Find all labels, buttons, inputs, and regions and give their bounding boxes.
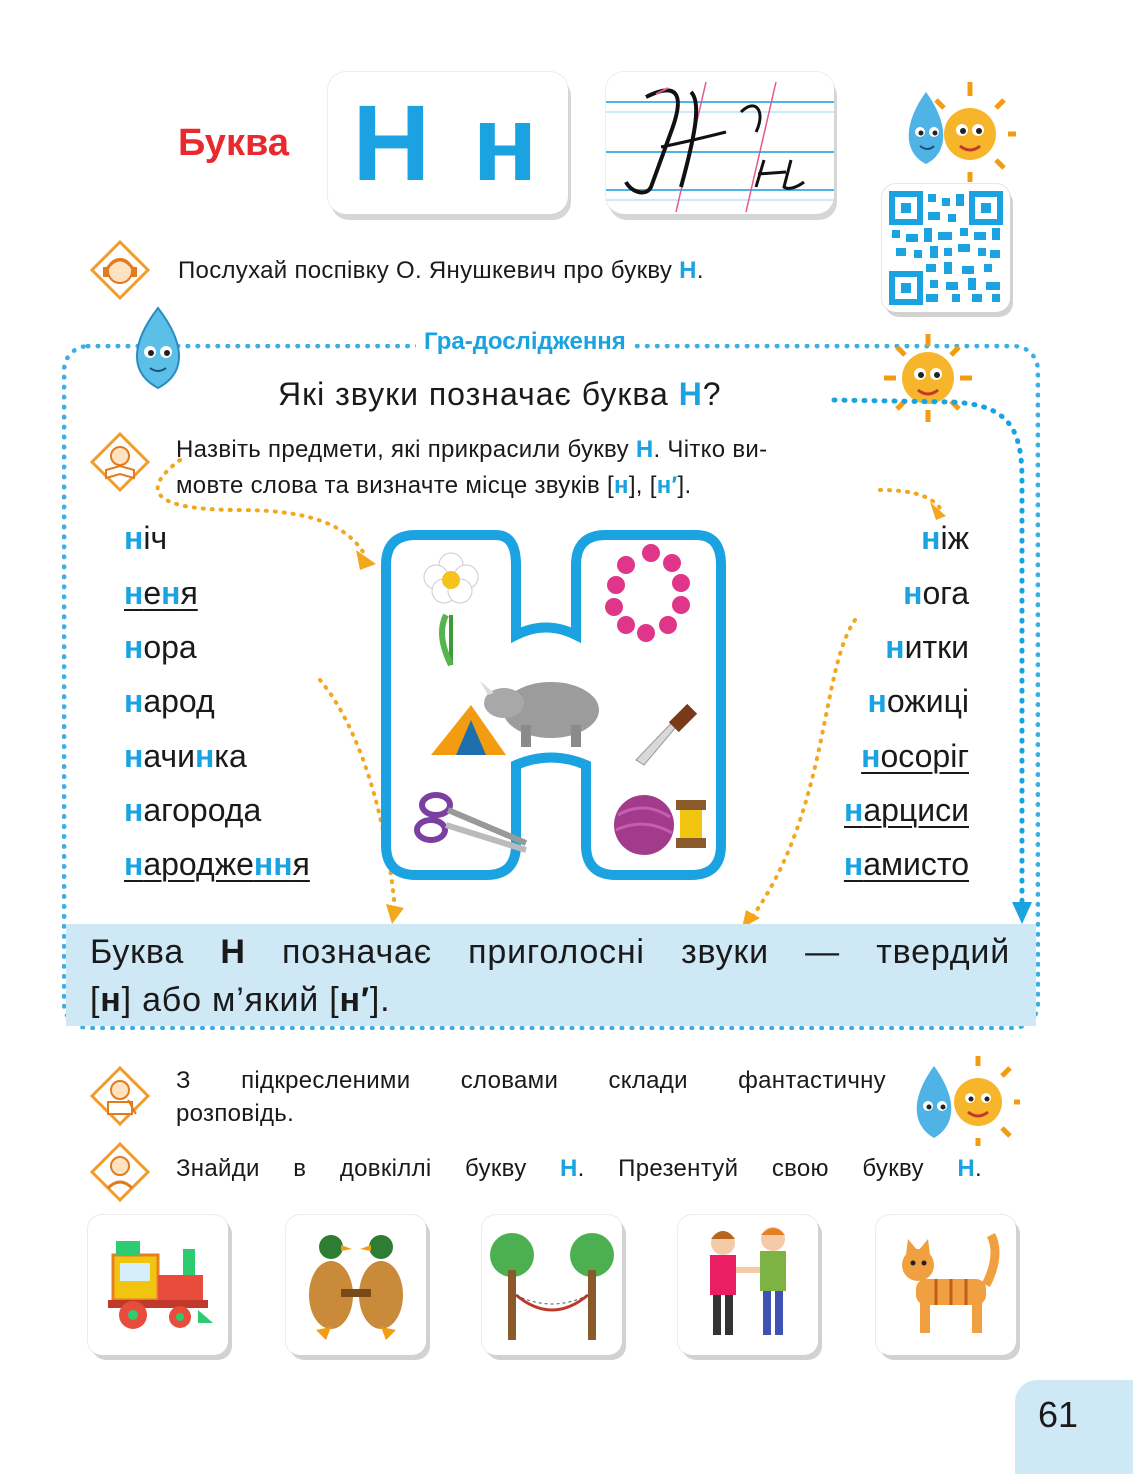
task-text-c: мовте слова та визначте місце звуків [ <box>176 472 615 499</box>
handwriting-lines-illustration <box>606 72 834 214</box>
rule-line-2 <box>90 976 1010 1024</box>
highlighted-letter: н <box>124 738 144 774</box>
word-text <box>844 846 969 882</box>
print-letter-card <box>328 72 568 214</box>
rule-b: позначає приголосні звуки — твердий <box>245 933 1011 971</box>
listen-instruction <box>178 254 704 287</box>
word-text <box>124 629 197 665</box>
word-right-4 <box>868 681 969 721</box>
listen-text: Послухай поспівку О. Янушкевич про букву <box>178 257 680 284</box>
word-left-1 <box>124 518 167 558</box>
highlighted-letter: н <box>843 846 864 882</box>
qr-code[interactable] <box>882 184 1010 312</box>
word-part: ародже <box>143 846 254 882</box>
lesson-title: Буква <box>178 122 289 164</box>
highlighted-letter: н <box>161 575 181 611</box>
word-left-7 <box>124 844 310 884</box>
question-text: Які звуки позначає буква <box>278 376 679 412</box>
story-instruction <box>176 1064 886 1130</box>
find-text-b: . Презентуй свою букву <box>577 1155 958 1182</box>
listen-icon <box>90 240 150 300</box>
highlighted-letter: н <box>124 575 144 611</box>
highlighted-letter: н <box>124 846 144 882</box>
word-text <box>124 792 261 828</box>
cat-picture <box>876 1215 1016 1355</box>
word-part: ка <box>214 738 247 774</box>
word-part: іч <box>143 520 168 556</box>
page-number: 61 <box>1038 1394 1079 1435</box>
cat-icon <box>876 1215 1016 1355</box>
word-text <box>124 738 247 774</box>
present-icon <box>90 1142 150 1202</box>
word-part: итки <box>904 629 969 665</box>
listen-end: . <box>696 257 704 284</box>
word-left-4 <box>124 681 215 721</box>
task-text-b: . Чітко ви- <box>653 436 768 463</box>
word-part: е <box>143 575 162 611</box>
ducks-icon <box>286 1215 426 1355</box>
story-line-1: З підкресленими словами склади фантастичну <box>176 1067 886 1094</box>
task-sound-soft: н′ <box>656 472 678 499</box>
rule-soft: н′ <box>339 981 370 1019</box>
rule-letter: Н <box>220 933 246 971</box>
word-left-6 <box>124 790 261 830</box>
word-right-2 <box>903 573 969 613</box>
drop-mascot <box>118 302 198 392</box>
word-part: іж <box>940 520 969 556</box>
word-right-7 <box>844 844 969 884</box>
highlighted-letter: н <box>844 792 864 828</box>
task-text-d: ], [ <box>628 472 657 499</box>
children-handshake-icon <box>678 1215 818 1355</box>
word-right-3 <box>885 627 969 667</box>
word-right-6 <box>844 790 969 830</box>
hammock-trees-picture <box>482 1215 622 1355</box>
highlighted-letter: н <box>885 629 905 665</box>
word-text <box>844 792 969 828</box>
word-part: я <box>180 575 198 611</box>
script-letter-card <box>606 72 834 214</box>
word-part: ога <box>922 575 969 611</box>
word-left-3 <box>124 627 197 667</box>
highlighted-letter: н <box>124 520 144 556</box>
word-part: я <box>292 846 310 882</box>
rule-a: Буква <box>90 933 221 971</box>
word-part: ожиці <box>886 683 969 719</box>
word-part: амисто <box>863 846 969 882</box>
highlighted-letter: н <box>903 575 923 611</box>
game-question <box>278 376 722 413</box>
children-handshake-picture <box>678 1215 818 1355</box>
highlighted-letter: н <box>124 629 144 665</box>
find-letter-1: Н <box>560 1155 578 1182</box>
question-mark: ? <box>702 376 722 412</box>
print-letters: Н н <box>352 82 544 203</box>
task-text-a: Назвіть предмети, які прикрасили букву <box>176 436 636 463</box>
write-story-icon <box>90 1066 150 1126</box>
task-letter: Н <box>635 436 654 463</box>
word-text <box>124 520 167 556</box>
word-text <box>124 575 198 611</box>
rule-d: ] або м’який [ <box>121 981 340 1019</box>
question-letter: Н <box>678 376 703 412</box>
find-letter-2: Н <box>957 1155 976 1182</box>
highlighted-letter: н <box>124 792 144 828</box>
word-part: ачи <box>143 738 195 774</box>
find-text-c: . <box>975 1155 982 1182</box>
highlighted-letter: н <box>124 683 144 719</box>
word-right-1 <box>921 518 969 558</box>
word-part: арод <box>143 683 215 719</box>
yarn-and-spool-icon <box>614 795 706 855</box>
rule-text <box>90 928 1010 1024</box>
rule-hard: н <box>100 981 122 1019</box>
train-picture <box>88 1215 228 1355</box>
ducks-picture <box>286 1215 426 1355</box>
highlighted-letter: н <box>194 738 215 774</box>
word-part: агорода <box>143 792 262 828</box>
highlighted-letter: нн <box>253 846 293 882</box>
word-text <box>903 575 969 611</box>
highlighted-letter: н <box>861 738 881 774</box>
task-sound-hard: н <box>614 472 629 499</box>
word-text <box>861 738 969 774</box>
rule-e: ]. <box>369 981 391 1019</box>
highlighted-letter: н <box>867 683 887 719</box>
train-icon <box>88 1215 228 1355</box>
word-left-2 <box>124 573 198 613</box>
task-text-e: ]. <box>677 472 692 499</box>
word-text <box>868 683 969 719</box>
word-text <box>124 683 215 719</box>
word-part: ора <box>143 629 197 665</box>
word-text <box>124 846 310 882</box>
find-instruction <box>176 1152 982 1185</box>
find-text-a: Знайди в довкіллі букву <box>176 1155 561 1182</box>
word-text <box>921 520 969 556</box>
rule-c: [ <box>90 981 101 1019</box>
drop-and-sun-mascots-bottom <box>900 1052 1020 1148</box>
qr-code-icon <box>882 184 1010 312</box>
word-part: осоріг <box>880 738 969 774</box>
decorated-letter-h-illustration <box>376 525 756 885</box>
story-line-2: розповідь. <box>176 1100 295 1127</box>
word-text <box>885 629 969 665</box>
listen-letter: Н <box>679 257 697 284</box>
word-part: арциси <box>863 792 969 828</box>
word-right-5 <box>861 736 969 776</box>
highlighted-letter: н <box>921 520 941 556</box>
hammock-trees-icon <box>482 1215 622 1355</box>
word-left-5 <box>124 736 247 776</box>
rule-line-1 <box>90 928 1010 976</box>
game-title: Гра-дослідження <box>416 328 634 356</box>
drop-and-sun-mascots <box>888 72 1018 182</box>
